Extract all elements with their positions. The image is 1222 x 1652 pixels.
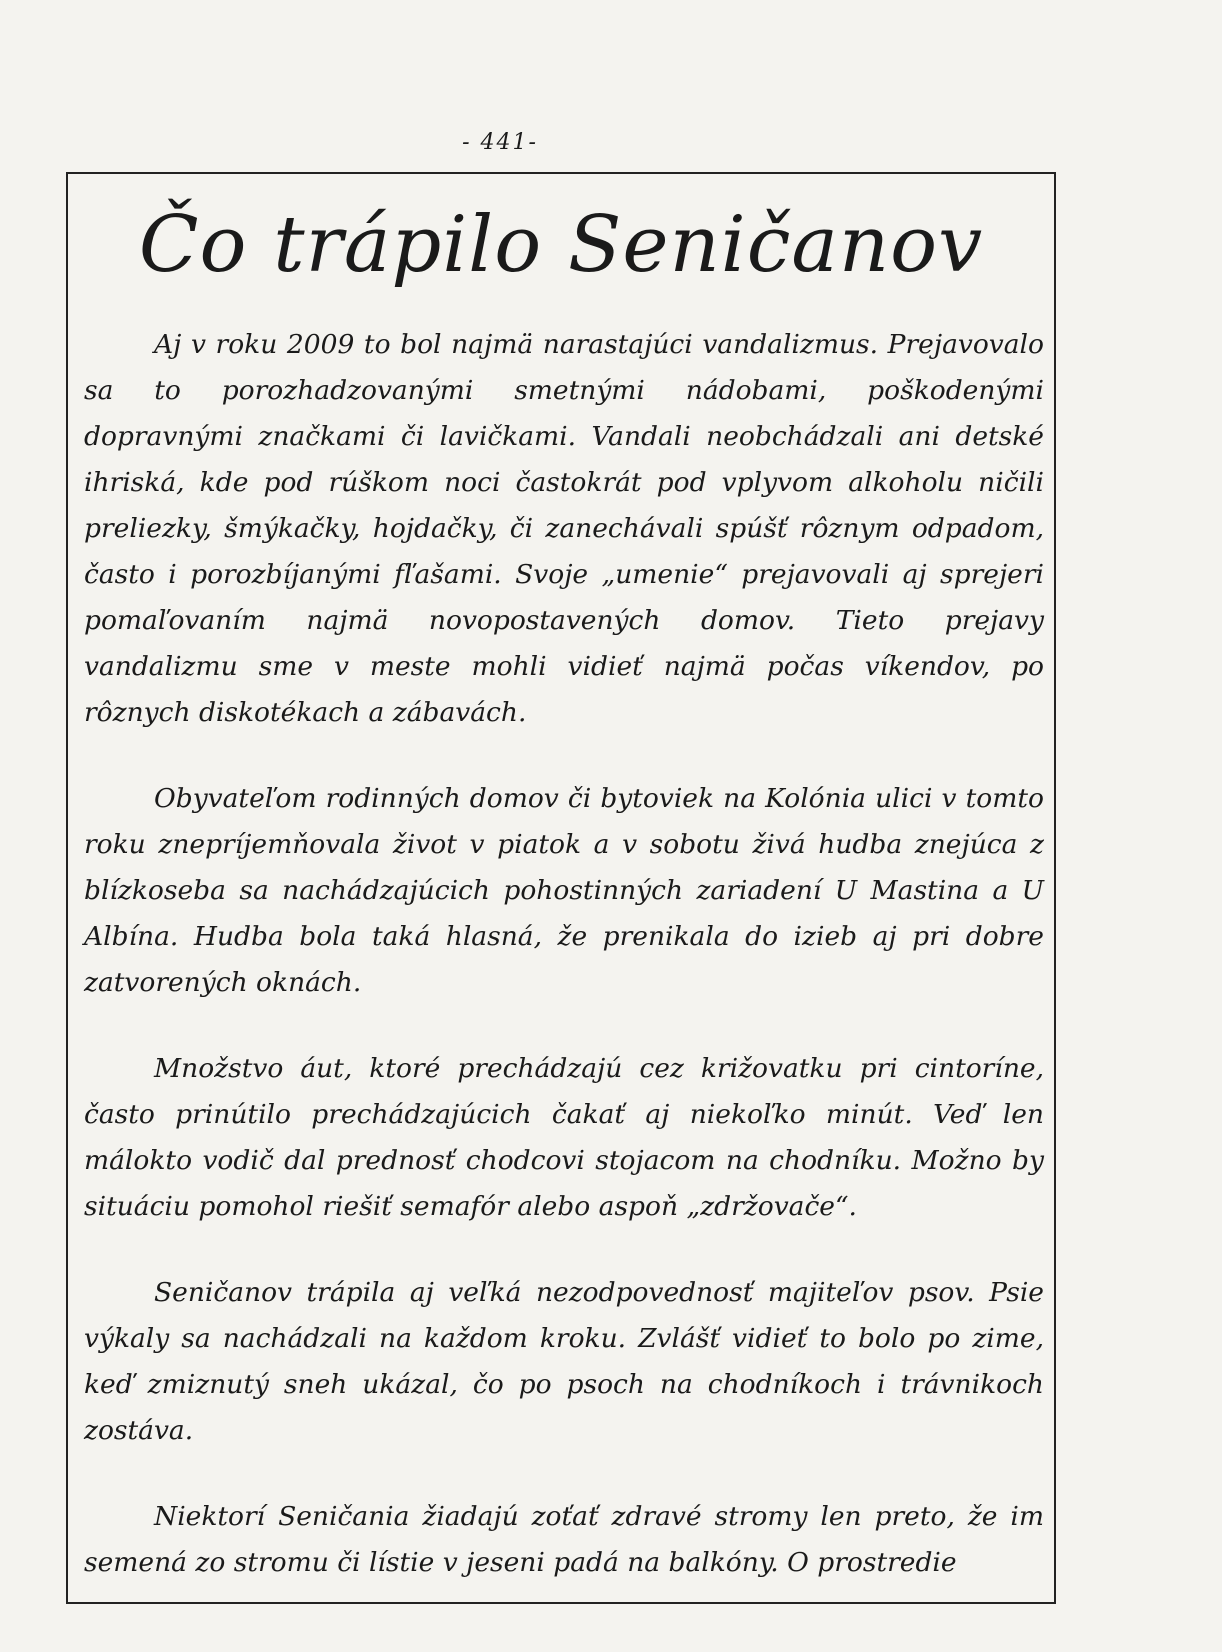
page-number: - 441- (462, 130, 538, 155)
chronicle-text (84, 322, 1044, 1586)
paragraph-vandalism: Aj v roku 2009 to bol najmä narastajúci vandalizmus. Prejavovalo sa to porozhadzovanými smetnými nádobami, poškodenými dopravnými značkami či lavičkami. Vandali neobchádzali ani detské ihriská, kde pod rúškom noci častokrát pod vplyvom alkoholu ničili preliezky, šmýkačky, hojdačky, či zanechávali spúšť rôznym odpadom, často i porozbíjanými fľašami. Svoje „umenie“ prejavovali aj sprejeri pomaľovaním najmä novopostavených domov. Tieto prejavy vandalizmu sme v meste mohli vidieť najmä počas víkendov, po rôznych diskotékach a zábavách. (84, 329, 1044, 728)
paragraph-dog-owners: Seničanov trápila aj veľká nezodpovednosť majiteľov psov. Psie výkaly sa nachádzali na každom kroku. Zvlášť vidieť to bolo po zime, keď zmiznutý sneh ukázal, čo po psoch na chodníkoch i trávnikoch zostáva. (84, 1277, 1044, 1446)
paragraph-traffic: Množstvo áut, ktoré prechádzajú cez križovatku pri cintoríne, často prinútilo prechádzajúcich čakať aj niekoľko minút. Veď len málokto vodič dal prednosť chodcovi stojacom na chodníku. Možno by situáciu pomohol riešiť semafór alebo aspoň „zdržovače“. (84, 1053, 1044, 1222)
paragraph-trees: Niektorí Seničania žiadajú zoťať zdravé stromy len preto, že im semená zo stromu či lístie v jeseni padá na balkóny. O prostredie (84, 1501, 1044, 1578)
page-title: Čo trápilo Seničanov (138, 200, 984, 290)
paragraph-music-noise: Obyvateľom rodinných domov či bytoviek na Kolónia ulici v tomto roku znepríjemňovala život v piatok a v sobotu živá hudba znejúca z blízkoseba sa nachádzajúcich pohostinných zariadení U Mastina a U Albína. Hudba bola taká hlasná, že prenikala do izieb aj pri dobre zatvorených oknách. (84, 783, 1044, 998)
